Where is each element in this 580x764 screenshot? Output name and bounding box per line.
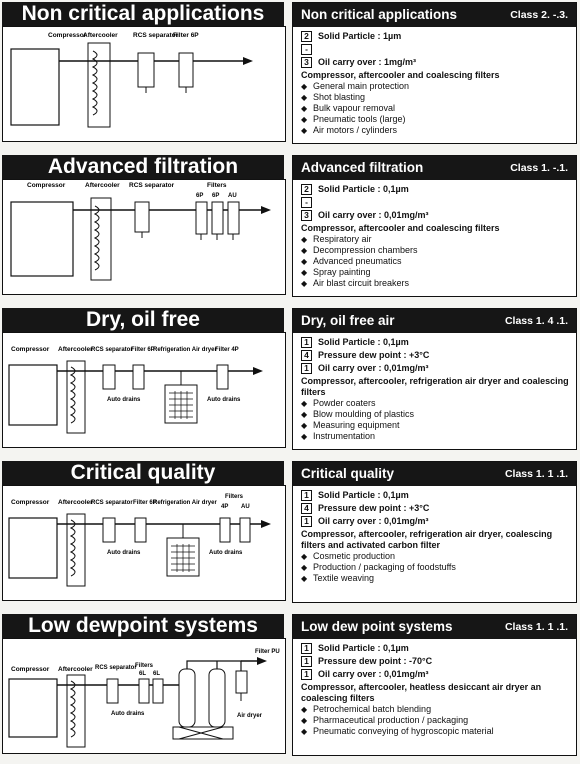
- spec-title: Dry, oil free air: [301, 313, 395, 328]
- applications-list: [301, 81, 571, 136]
- dryer-tower: [179, 669, 195, 727]
- label-filter-6p: 6P: [196, 193, 204, 199]
- application-item: ◆ Pneumatic conveying of hygroscopic material: [301, 726, 571, 737]
- label-dryer: Refrigeration Air dryer: [153, 500, 217, 506]
- class-row: 1 Pressure dew point : -70°C: [301, 655, 571, 668]
- spec-title: Low dew point systems: [301, 619, 453, 634]
- spec-title: Advanced filtration: [301, 160, 424, 175]
- application-item: ◆ Respiratory air: [301, 234, 571, 245]
- filter-unit: [220, 518, 230, 542]
- filter-unit: [133, 365, 144, 389]
- application-item: ◆ Spray painting: [301, 267, 571, 278]
- label-filter-pu: Filter PU: [255, 649, 280, 655]
- flow-arrow: [261, 520, 271, 528]
- application-item: ◆ Air blast circuit breakers: [301, 278, 571, 289]
- section-advanced-filtration: [0, 155, 580, 305]
- class-row: 1 Oil carry over : 0,01mg/m³: [301, 668, 571, 681]
- section-dry-oil-free: [0, 308, 580, 458]
- flow-arrow: [243, 57, 253, 65]
- class-row: 3 Oil carry over : 1mg/m³: [301, 56, 571, 69]
- spec-panel: [292, 614, 577, 756]
- application-item: ◆ Pneumatic tools (large): [301, 114, 571, 125]
- applications-list: [301, 704, 571, 737]
- section-title: Critical quality: [2, 461, 284, 485]
- class-label: Class 2. -.3.: [510, 9, 568, 21]
- application-item: ◆ Bulk vapour removal: [301, 103, 571, 114]
- filter-unit: [236, 671, 247, 693]
- label-rcs: RCS separator: [91, 500, 133, 506]
- label-filter-au: AU: [228, 193, 237, 199]
- label-filter-6l: 6L: [139, 671, 147, 677]
- system-diagram: [2, 332, 286, 448]
- compressor-unit: [11, 49, 59, 125]
- spec-title: Non critical applications: [301, 7, 458, 22]
- spec-panel: [292, 461, 577, 603]
- section-critical-quality: [0, 461, 580, 611]
- application-item: ◆ Instrumentation: [301, 431, 571, 442]
- filter-unit: [179, 53, 193, 87]
- class-label: Class 1. -.1.: [510, 162, 568, 174]
- label-filters: Filters: [135, 663, 154, 669]
- class-label: Class 1. 4 .1.: [504, 315, 568, 327]
- label-compressor: Compressor: [11, 346, 50, 353]
- filter-unit: [217, 365, 228, 389]
- rcs-separator: [138, 53, 154, 87]
- dryer-tower: [209, 669, 225, 727]
- application-item: ◆ Production / packaging of foodstuffs: [301, 562, 571, 573]
- label-filter-6l: 6L: [153, 671, 161, 677]
- class-row: 1 Solid Particle : 0,1µm: [301, 336, 571, 349]
- application-item: ◆ General main protection: [301, 81, 571, 92]
- label-compressor: Compressor: [27, 182, 66, 189]
- applications-list: [301, 398, 571, 442]
- applications-list: [301, 234, 571, 289]
- aftercooler-unit: [67, 514, 85, 586]
- label-filter: Filter 6P: [133, 500, 157, 506]
- label-auto-drains: Auto drains: [107, 550, 141, 556]
- system-description: Compressor, aftercooler, refrigeration air dryer, coalescing filters and activated carbon filter: [301, 529, 553, 550]
- applications-list: [301, 551, 571, 584]
- spec-title: Critical quality: [301, 466, 395, 481]
- application-item: ◆ Decompression chambers: [301, 245, 571, 256]
- label-auto-drains: Auto drains: [107, 397, 141, 403]
- label-rcs: RCS separator: [95, 665, 137, 671]
- filter-unit: [196, 202, 207, 234]
- application-item: ◆ Cosmetic production: [301, 551, 571, 562]
- label-aftercooler: Aftercooler: [85, 182, 120, 189]
- label-compressor: Compressor: [48, 32, 87, 39]
- filter-unit: [212, 202, 223, 234]
- application-item: ◆ Shot blasting: [301, 92, 571, 103]
- filter-unit: [240, 518, 250, 542]
- system-description: Compressor, aftercooler, heatless desiccant air dryer an coalescing filters: [301, 682, 542, 703]
- spec-panel: [292, 308, 577, 450]
- label-dryer: Refrigeration Air dryer: [153, 347, 217, 353]
- compressor-unit: [9, 679, 57, 737]
- section-title: Dry, oil free: [2, 308, 284, 332]
- application-item: ◆ Advanced pneumatics: [301, 256, 571, 267]
- class-row: 1 Solid Particle : 0,1µm: [301, 642, 571, 655]
- label-filter-4p: 4P: [221, 504, 229, 510]
- class-row: 2 Solid Particle : 1µm: [301, 30, 571, 43]
- system-diagram: [2, 638, 286, 754]
- label-auto-drains: Auto drains: [209, 550, 243, 556]
- aftercooler-unit: [88, 43, 110, 127]
- application-item: ◆ Blow moulding of plastics: [301, 409, 571, 420]
- section-title: Non critical applications: [2, 2, 284, 26]
- label-rcs: RCS separator: [133, 32, 179, 39]
- label-rcs: RCS separator: [91, 347, 133, 353]
- class-row: 3 Oil carry over : 0,01mg/m³: [301, 209, 571, 222]
- label-filter: Filter 6P: [173, 32, 199, 39]
- application-item: ◆ Measuring equipment: [301, 420, 571, 431]
- filter-unit: [228, 202, 239, 234]
- class-label: Class 1. 1 .1.: [504, 621, 568, 633]
- section-title: Low dewpoint systems: [2, 614, 284, 638]
- filter-unit: [153, 679, 163, 703]
- class-row: 2 Solid Particle : 0,1µm: [301, 183, 571, 196]
- flow-arrow: [261, 206, 271, 214]
- label-filter-au: AU: [241, 504, 250, 510]
- section-non-critical: [0, 2, 580, 152]
- system-diagram: [2, 26, 286, 142]
- label-aftercooler: Aftercooler: [58, 499, 93, 506]
- application-item: ◆ Petrochemical batch blending: [301, 704, 571, 715]
- system-diagram: [2, 485, 286, 601]
- label-rcs: RCS separator: [129, 182, 175, 189]
- filter-unit: [135, 518, 146, 542]
- label-aftercooler: Aftercooler: [58, 346, 93, 353]
- compressor-unit: [9, 365, 57, 425]
- label-auto-drains: Auto drains: [207, 397, 241, 403]
- label-filter: Filter 4P: [215, 347, 239, 353]
- rcs-separator: [107, 679, 118, 703]
- dryer-frame: [173, 727, 233, 739]
- rcs-separator: [103, 518, 115, 542]
- class-row: -: [301, 43, 571, 56]
- label-filters: Filters: [207, 182, 227, 189]
- flow-arrow: [257, 657, 267, 665]
- class-row: -: [301, 196, 571, 209]
- system-description: Compressor, aftercooler and coalescing filters: [301, 70, 500, 80]
- compressor-unit: [11, 202, 73, 276]
- label-filter: Filter 6P: [131, 347, 155, 353]
- class-row: 1 Solid Particle : 0,1µm: [301, 489, 571, 502]
- label-aftercooler: Aftercooler: [58, 666, 93, 673]
- aftercooler-unit: [67, 675, 85, 747]
- spec-panel: [292, 155, 577, 297]
- class-row: 1 Oil carry over : 0,01mg/m³: [301, 362, 571, 375]
- application-item: ◆ Textile weaving: [301, 573, 571, 584]
- aftercooler-unit: [67, 361, 85, 433]
- compressor-unit: [9, 518, 57, 578]
- rcs-separator: [103, 365, 115, 389]
- label-aftercooler: Aftercooler: [83, 32, 118, 39]
- section-low-dewpoint: [0, 614, 580, 764]
- class-row: 4 Pressure dew point : +3°C: [301, 349, 571, 362]
- system-diagram: [2, 179, 286, 295]
- section-title: Advanced filtration: [2, 155, 284, 179]
- system-description: Compressor, aftercooler and coalescing filters: [301, 223, 500, 233]
- flow-arrow: [253, 367, 263, 375]
- label-compressor: Compressor: [11, 499, 50, 506]
- label-filter-6p: 6P: [212, 193, 220, 199]
- class-row: 1 Oil carry over : 0,01mg/m³: [301, 515, 571, 528]
- filter-unit: [139, 679, 149, 703]
- label-compressor: Compressor: [11, 666, 50, 673]
- application-item: ◆ Air motors / cylinders: [301, 125, 571, 136]
- label-dryer: Air dryer: [237, 713, 263, 719]
- system-description: Compressor, aftercooler, refrigeration air dryer and coalescing filters: [301, 376, 569, 397]
- rcs-separator: [135, 202, 149, 232]
- application-item: ◆ Powder coaters: [301, 398, 571, 409]
- class-row: 4 Pressure dew point : +3°C: [301, 502, 571, 515]
- application-item: ◆ Pharmaceutical production / packaging: [301, 715, 571, 726]
- spec-panel: [292, 2, 577, 144]
- label-filters: Filters: [225, 494, 244, 500]
- class-label: Class 1. 1 .1.: [504, 468, 568, 480]
- label-auto-drains: Auto drains: [111, 711, 145, 717]
